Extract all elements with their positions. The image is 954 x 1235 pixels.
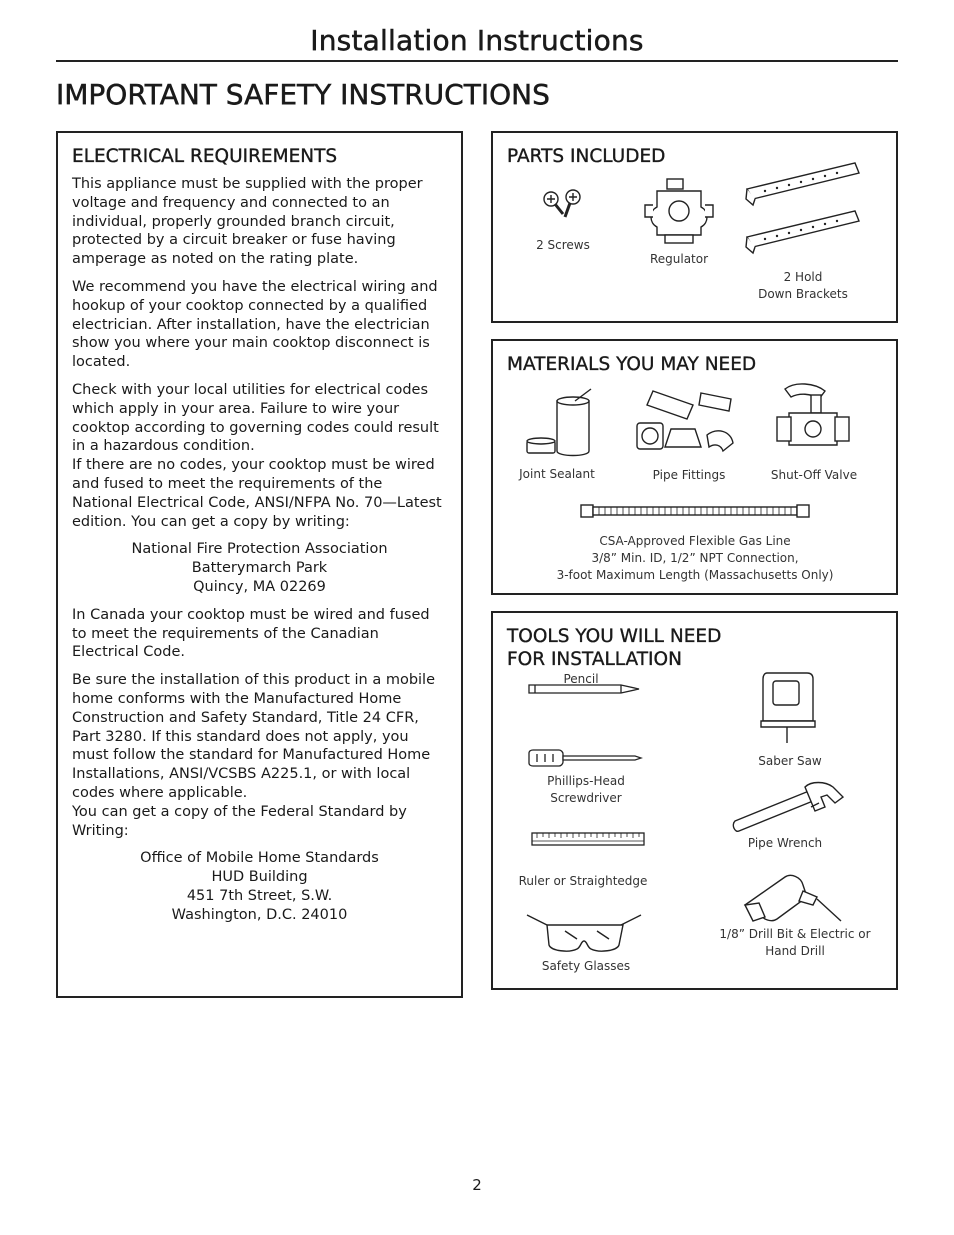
screwdriver-caption	[531, 773, 641, 807]
materials-heading: MATERIALS YOU MAY NEED	[507, 354, 757, 375]
brackets-caption-line: Down Brackets	[758, 287, 848, 301]
ruler-illustration	[531, 831, 645, 847]
pipe-wrench-caption: Pipe Wrench	[747, 836, 823, 850]
hud-address-line: HUD Building	[211, 869, 308, 886]
gas-line-caption-line: 3/8” Min. ID, 1/2” NPT Connection,	[591, 551, 799, 565]
regulator-illustration	[639, 177, 719, 247]
hud-address-line: Office of Mobile Home Standards	[140, 850, 379, 867]
screws-illustration	[537, 185, 589, 223]
shut-off-valve-caption: Shut-Off Valve	[770, 468, 858, 482]
pipe-fittings-caption: Pipe Fittings	[652, 468, 726, 482]
safety-glasses-caption: Safety Glasses	[541, 959, 631, 973]
tools-heading-line: TOOLS YOU WILL NEED	[507, 626, 722, 647]
hud-address-line: Washington, D.C. 24010	[171, 906, 348, 923]
page-header	[56, 22, 898, 62]
gas-line-caption	[513, 533, 877, 584]
gas-line-caption-line: 3-foot Maximum Length (Massachusetts Only)	[556, 568, 834, 582]
screwdriver-caption-line: Screwdriver	[550, 791, 622, 805]
electrical-paragraph-2: We recommend you have the electrical wiring and hookup of your cooktop connected by a qualified electrician. After installation, have the electrician show you where your main cooktop disconnect is located.	[72, 278, 438, 371]
hud-address	[72, 849, 447, 924]
brackets-caption-line: 2 Hold	[783, 270, 823, 284]
nfpa-address-line: Quincy, MA 02269	[193, 578, 326, 595]
electrical-paragraph-3b: If there are no codes, your cooktop must be wired and fused to meet the requirements of the National Electrical Code, ANSI/NFPA No. 70—Latest edition. You can get a copy by writing:	[72, 457, 442, 530]
nfpa-address	[72, 540, 447, 596]
drill-caption-line: 1/8” Drill Bit & Electric or	[719, 927, 871, 941]
screws-caption: 2 Screws	[536, 238, 590, 252]
hud-address-line: 451 7th Street, S.W.	[186, 887, 333, 904]
electrical-paragraph-4: In Canada your cooktop must be wired and fused to meet the requirements of the Canadian Electrical Code.	[72, 606, 430, 661]
shut-off-valve-illustration	[775, 381, 853, 461]
nfpa-address-line: Batterymarch Park	[191, 560, 328, 577]
joint-sealant-illustration	[521, 387, 601, 459]
parts-included-box	[491, 131, 898, 323]
drill-illustration	[741, 873, 845, 929]
flexible-gas-line-illustration	[579, 501, 811, 521]
tools-box	[491, 611, 898, 990]
electrical-heading: ELECTRICAL REQUIREMENTS	[72, 146, 338, 167]
parts-heading: PARTS INCLUDED	[507, 146, 666, 167]
saber-saw-caption: Saber Saw	[758, 754, 822, 768]
ruler-caption: Ruler or Straightedge	[518, 874, 648, 888]
tools-heading	[507, 625, 882, 671]
page-title: Installation Instructions	[310, 24, 644, 57]
page-number: 2	[472, 1176, 482, 1194]
gas-line-caption-line: CSA-Approved Flexible Gas Line	[599, 534, 791, 548]
screwdriver-illustration	[527, 749, 643, 767]
electrical-paragraph-5: Be sure the installation of this product in a mobile home conforms with the Manufactured Home Construction and Safety Standard, Title 24 CFR, Part 3280. If this standard does not apply, you must follow the standard for Manufactured Home Installations, ANSI/VCSBS A225.1, or with local codes where applicable.	[72, 672, 436, 801]
materials-box	[491, 339, 898, 595]
drill-caption-line: Hand Drill	[765, 944, 825, 958]
tools-heading-line: FOR INSTALLATION	[507, 649, 682, 670]
regulator-caption: Regulator	[649, 252, 709, 266]
pipe-wrench-illustration	[731, 781, 847, 833]
brackets-caption	[743, 269, 863, 303]
nfpa-address-line: National Fire Protection Association	[131, 541, 388, 558]
electrical-paragraph-3: Check with your local utilities for electrical codes which apply in your area. Failure to wire your cooktop according to governing codes could result in a hazardous condition.	[72, 381, 439, 455]
drill-caption	[715, 926, 875, 960]
brackets-illustration	[745, 159, 863, 261]
screwdriver-caption-line: Phillips-Head	[547, 774, 625, 788]
electrical-requirements-box	[56, 131, 463, 998]
pencil-caption: Pencil	[563, 672, 599, 686]
safety-title: IMPORTANT SAFETY INSTRUCTIONS	[56, 78, 550, 111]
saber-saw-illustration	[759, 671, 821, 745]
joint-sealant-caption: Joint Sealant	[519, 467, 595, 481]
electrical-paragraph-1: This appliance must be supplied with the proper voltage and frequency and connected to an individual, properly grounded branch circuit, protected by a circuit breaker or fuse having amperage as noted on the rating plate.	[72, 176, 423, 268]
pipe-fittings-illustration	[631, 385, 739, 461]
electrical-paragraph-5b: You can get a copy of the Federal Standard by Writing:	[72, 803, 407, 839]
safety-glasses-illustration	[525, 911, 643, 955]
